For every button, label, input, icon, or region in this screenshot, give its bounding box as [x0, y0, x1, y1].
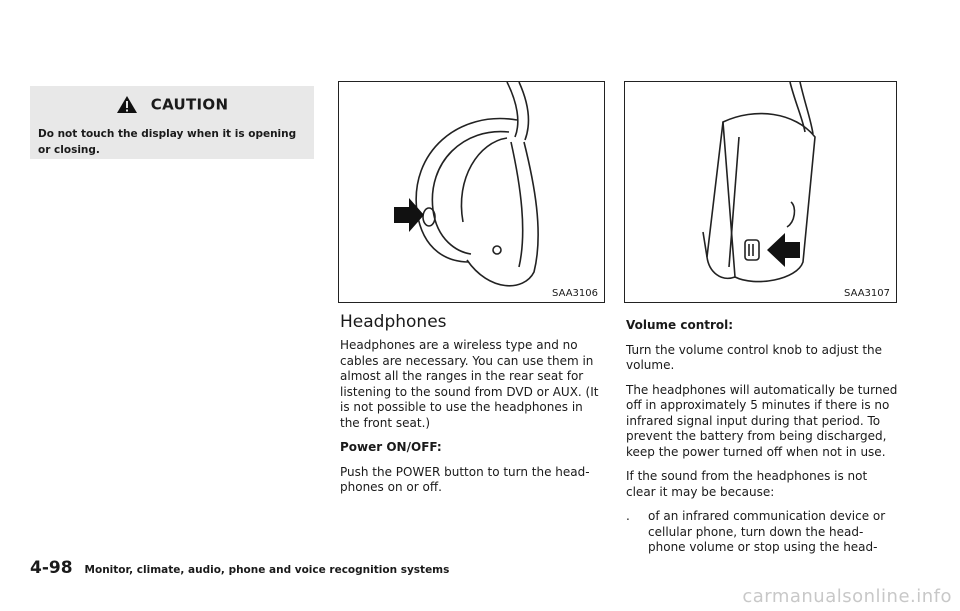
- figure-code: SAA3106: [552, 288, 598, 299]
- volume-paragraph: Turn the volume control knob to adjust the volume.: [626, 342, 883, 372]
- figure-code: SAA3107: [844, 288, 890, 299]
- list-item: [626, 509, 898, 556]
- auto-off-paragraph: The headphones will automatically be turned off in approximately 5 minutes if there is no infrared signal input during that period. To prevent the battery from being discharged, keep the power turned off when not in use.: [626, 382, 898, 459]
- headphone-volume-illustration: [625, 82, 896, 302]
- warning-icon: [116, 95, 138, 114]
- caution-text: Do not touch the display when it is opening or closing.: [38, 128, 297, 156]
- page-footer: [30, 558, 449, 578]
- caution-box: [30, 86, 314, 159]
- page-number: 4-98: [30, 558, 73, 578]
- headphone-power-illustration: [339, 82, 604, 302]
- figure-headphone-volume: [624, 81, 897, 303]
- footer-section-title: Monitor, climate, audio, phone and voice recognition systems: [84, 564, 450, 576]
- right-column: [626, 318, 898, 556]
- not-clear-paragraph: If the sound from the headphones is not clear it may be because:: [626, 469, 868, 499]
- caution-header: [30, 94, 314, 114]
- caution-title: CAUTION: [150, 95, 229, 114]
- intro-paragraph: Headphones are a wireless type and no cables are necessary. You can use them in almost all the ranges in the rear seat for listening to the sound from DVD or AUX. (It is not possible to use the headphones in the front seat.): [340, 338, 599, 430]
- bullet-mark: .: [626, 509, 630, 523]
- watermark: carmanualsonline.info: [742, 586, 952, 607]
- middle-column: [340, 338, 605, 505]
- section-heading: Headphones: [340, 312, 447, 332]
- volume-label: Volume control:: [626, 318, 734, 332]
- power-paragraph: Push the POWER button to turn the head-phones on or off.: [340, 464, 590, 494]
- bullet-text: of an infrared communication device or cellular phone, turn down the head-phone volume or stop using the head-: [648, 509, 886, 554]
- power-label: Power ON/OFF:: [340, 440, 442, 454]
- figure-headphone-power: [338, 81, 605, 303]
